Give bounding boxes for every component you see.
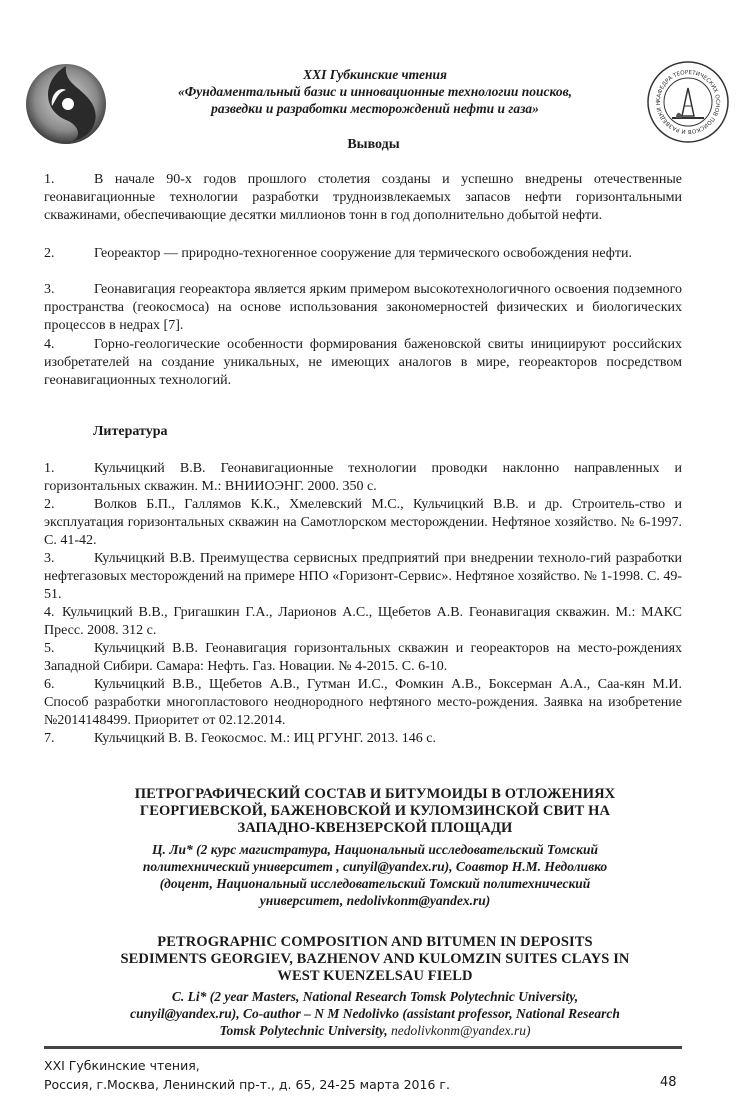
- authors-ru-line-4: университет, nedolivkonm@yandex.ru): [259, 893, 491, 908]
- header-line-3: разведки и разработки месторождений нефти и газа»: [211, 101, 539, 116]
- title-en-line-1: PETROGRAPHIC COMPOSITION AND BITUMEN IN DEPOSITS: [157, 934, 593, 950]
- reference-item-2: [44, 496, 682, 550]
- department-seal-icon: [646, 60, 730, 144]
- footer-line-1: XXI Губкинские чтения,: [44, 1058, 200, 1073]
- svg-text:КАФЕДРА ТЕОРЕТИЧЕСКИХ ОСНОВ ПО: [646, 60, 720, 134]
- article-title-en: [60, 934, 690, 985]
- item-text-first: Кульчицкий В.В. Преимущества сервисных предприятий при внедрении: [94, 551, 534, 566]
- authors-ru-line-3: (доцент, Национальный исследовательский Томский политехнический: [159, 876, 591, 891]
- item-text-first: В начале 90-х годов прошлого столетия созданы и успешно внедрены: [94, 172, 583, 187]
- item-text-first: Кульчицкий В.В. Геонавигация горизонтальных скважин и геореакторов на: [94, 641, 571, 656]
- reference-item-5: [44, 640, 682, 676]
- reference-item-3: [44, 550, 682, 604]
- item-text-rest: Строитель-ство и эксплуатация горизонтальных скважин на Самотлорском месторождении. Нефтяное хозяйство. № 6-1997. С. 41-42.: [44, 497, 682, 548]
- item-number: 2.: [44, 246, 55, 261]
- item-text-first: Геореактор — природно-техногенное сооружение для термического: [94, 246, 500, 261]
- reference-item-4: [44, 604, 682, 640]
- conference-header: [120, 66, 630, 117]
- reference-item-7: [44, 730, 682, 748]
- title-ru-line-3: ЗАПАДНО-КВЕНЗЕРСКОЙ ПЛОЩАДИ: [237, 820, 513, 836]
- footer-divider: [44, 1046, 682, 1049]
- item-text-first: Волков Б.П., Галлямов К.К., Хмелевский М.С., Кульчицкий В.В. и др.: [94, 497, 563, 512]
- item-text-rest: отечественные геонавигационные технологии разработки трудноизвлекаемых запасов нефти горизонтальными скважинами, обеспечивающие десятки миллионов тонн в год дополнительно добытой нефти.: [44, 172, 683, 223]
- authors-ru: [70, 841, 680, 909]
- item-number: 2.: [44, 497, 55, 512]
- item-text-first: Кульчицкий В.В., Щебетов А.В., Гутман И.С., Фомкин А.В., Боксерман А.А.,: [94, 677, 591, 692]
- authors-en-line-3-text: Tomsk Polytechnic University,: [219, 1023, 388, 1038]
- item-text-first: Горно-геологические особенности формирования баженовской свиты: [94, 337, 524, 352]
- authors-en-email: nedolivkonm@yandex.ru): [391, 1023, 531, 1038]
- title-en-line-2: SEDIMENTS GEORGIEV, BAZHENOV AND KULOMZIN SUITES CLAYS IN: [120, 951, 630, 967]
- authors-en-line-3: [70, 1022, 680, 1039]
- item-number: 1.: [44, 461, 55, 476]
- conclusion-item-1: [44, 171, 682, 225]
- item-number: 3.: [44, 551, 55, 566]
- conclusion-item-2: [44, 245, 682, 263]
- title-ru-line-1: ПЕТРОГРАФИЧЕСКИЙ СОСТАВ И БИТУМОИДЫ В ОТЛОЖЕНИЯХ: [134, 786, 616, 802]
- item-number: 3.: [44, 282, 55, 297]
- seal-text: КАФЕДРА ТЕОРЕТИЧЕСКИХ ОСНОВ ПОИСКОВ И РАЗВЕДКИ Н: [655, 69, 721, 135]
- title-en-line-3: WEST KUENZELSAU FIELD: [277, 968, 473, 984]
- item-text-first: Кульчицкий В.В. Геонавигационные технологии проводки наклонно: [94, 461, 560, 476]
- authors-en: [70, 988, 680, 1039]
- footer-line-2: Россия, г.Москва, Ленинский пр-т., д. 65, 24-25 марта 2016 г.: [44, 1077, 450, 1092]
- item-text-first: Кульчицкий В. В. Геокосмос. М.: ИЦ РГУНГ. 2013. 146 с.: [94, 731, 436, 746]
- item-number: 1.: [44, 172, 55, 187]
- item-number: 4.: [44, 605, 55, 620]
- authors-ru-line-2: политехнический университет , cunyil@yandex.ru), Соавтор Н.М. Недоливко: [142, 859, 608, 874]
- item-number: 5.: [44, 641, 55, 656]
- item-number: 4.: [44, 337, 55, 352]
- item-text-rest: скважин. М.: МАКС Пресс. 2008. 312 с.: [44, 605, 683, 638]
- item-text-rest: техноло-гий разработки нефтегазовых месторождений на примере НПО «Горизонт-Сервис». Нефтяное хозяйство. № 1-1998. С. 49-51.: [44, 551, 682, 602]
- conclusion-item-4: [44, 336, 682, 390]
- gubkin-logo-icon: [22, 60, 110, 148]
- header-line-2: «Фундаментальный базис и инновационные технологии поисков,: [177, 84, 573, 99]
- conclusion-item-3: [44, 281, 682, 335]
- item-text-first: Кульчицкий В.В., Григашкин Г.А., Ларионов А.С., Щебетов А.В. Геонавигация: [62, 605, 551, 620]
- article-title-ru: [60, 786, 690, 837]
- reference-item-6: [44, 676, 682, 730]
- authors-en-line-1: C. Li* (2 year Masters, National Research Tomsk Polytechnic University,: [171, 989, 579, 1004]
- item-text-first: Геонавигация геореактора является ярким примером высокотехнологичного: [94, 282, 551, 297]
- item-text-rest: Саа-кян М.И. Способ разработки многопластового неоднородного нефтяного место-рождения. Заявка на изобретение №2014148499. Приоритет от 02.12.2014.: [44, 677, 682, 728]
- item-text-rest: освобождения нефти.: [503, 246, 632, 261]
- authors-ru-line-1: Ц. Ли* (2 курс магистратура, Национальный исследовательский Томский: [152, 842, 598, 857]
- footer: [44, 1056, 684, 1094]
- authors-en-line-2: cunyil@yandex.ru), Co-author – N M Nedolivko (assistant professor, National Research: [130, 1006, 620, 1021]
- item-text-rest: направленных и горизонтальных скважин. М.: ВНИИОЭНГ. 2000. 350 с.: [44, 461, 682, 494]
- header-line-1: XXI Губкинские чтения: [303, 67, 447, 82]
- item-number: 7.: [44, 731, 55, 746]
- title-ru-line-2: ГЕОРГИЕВСКОЙ, БАЖЕНОВСКОЙ И КУЛОМЗИНСКОЙ СВИТ НА: [139, 803, 611, 819]
- item-number: 6.: [44, 677, 55, 692]
- item-text-rest: освоения подземного пространства (геокосмоса) на основе использования закономерностей физических и биологических процессов в недрах [7].: [44, 282, 682, 333]
- literature-title: Литература: [93, 424, 168, 439]
- item-text-rest: место-рождениях Западной Сибири. Самара: Нефть. Газ. Новации. № 4-2015. С. 6-10.: [44, 641, 683, 674]
- page-number: 48: [660, 1075, 677, 1090]
- item-text-rest: инициируют российских изобретателей на создание уникальных, не имеющих аналогов в мире, геореакторов посредством геонавигационных технологий.: [44, 337, 682, 388]
- reference-item-1: [44, 460, 682, 496]
- conclusions-title: Выводы: [347, 137, 400, 152]
